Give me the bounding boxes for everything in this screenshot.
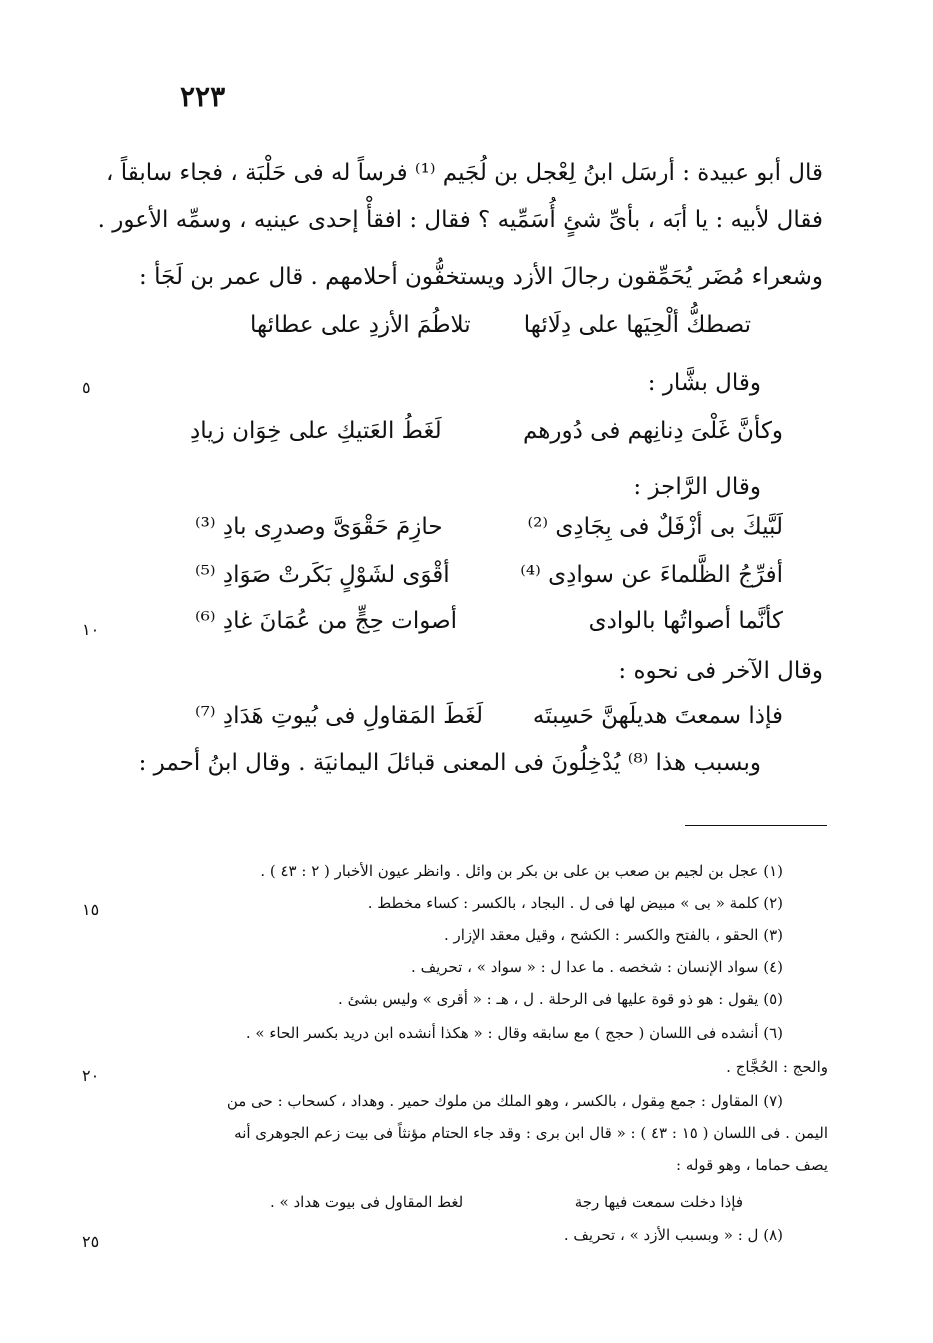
- line-number-10: ١٠: [82, 620, 100, 639]
- verse-6-second-hemistich: لَغَطَ المَقاولِ فى بُيوتِ هَدَادِ ⁽⁷⁾: [195, 703, 484, 729]
- intro-bashar: وقال بشَّار :: [647, 370, 761, 396]
- verse-2-first-hemistich: وكأنَّ غَلْىَ دِنانِهم فى دُورهم: [522, 418, 783, 444]
- intro-rajiz: وقال الرَّاجز :: [633, 474, 761, 500]
- text-line-1: قال أبو عبيدة : أرسَل ابنُ لِعْجل بن لُجَيم ⁽¹⁾ فرساً له فى حَلْبَة ، فجاء سابقاً ،: [106, 160, 823, 186]
- line-number-15: ١٥: [82, 900, 100, 919]
- footnote-separator: [685, 825, 827, 826]
- verse-6-first-hemistich: فإذا سمعتَ هديلَهنَّ حَسِبتَه: [532, 703, 783, 729]
- footnote-verse-second-hemistich: لغط المقاول فى بيوت هداد » .: [270, 1193, 464, 1211]
- footnote-1: (١) عجل بن لجيم بن صعب بن على بن بكر بن وائل . وانظر عيون الأخبار ( ٢ : ٤٣ ) .: [260, 862, 783, 880]
- line-number-5: ٥: [82, 378, 91, 397]
- closing-line: وبسبب هذا ⁽⁸⁾ يُدْخِلُونَ فى المعنى قبائلَ اليمانيَة . وقال ابنُ أحمر :: [138, 750, 761, 776]
- footnote-3: (٣) الحقو ، بالفتح والكسر : الكشح ، وقيل معقد الإزار .: [443, 926, 783, 944]
- intro-other: وقال الآخر فى نحوه :: [618, 658, 823, 684]
- verse-5-first-hemistich: كأنَّما أصواتُها بالوادى: [588, 608, 783, 634]
- text-line-2: فقال لأبيه : يا أبَه ، بأىِّ شئٍ أُسَمِّيه ؟ فقال : افقأْ إحدى عينيه ، وسمِّه الأعور .: [97, 207, 823, 233]
- verse-4-second-hemistich: أقْوَى لشَوْلٍ بَكَرتْ صَوَادِ ⁽⁵⁾: [195, 562, 450, 588]
- line-number-20: ٢٠: [82, 1066, 100, 1085]
- footnote-7: (٧) المقاول : جمع مِقول ، بالكسر ، وهو الملك من ملوك حمير . وهداد ، كسحاب : حى من: [226, 1092, 783, 1110]
- footnote-6: (٦) أنشده فى اللسان ( حجج ) مع سابقه وقال : « هكذا أنشده ابن دريد بكسر الحاء » .: [245, 1024, 783, 1042]
- footnote-5: (٥) يقول : هو ذو قوة عليها فى الرحلة . ل ، هـ : « أقرى » وليس بشئ .: [338, 990, 783, 1008]
- verse-3-first-hemistich: لَبَّيكَ بى أزْفَلٌ فى بِجَادِى ⁽²⁾: [527, 514, 783, 540]
- text-line-3: وشعراء مُضَر يُحَمِّقون رجالَ الأزد ويستخفُّون أحلامهم . قال عمر بن لَجَأ :: [139, 264, 823, 290]
- line-number-25: ٢٥: [82, 1232, 100, 1251]
- footnote-verse-first-hemistich: فإذا دخلت سمعت فيها رجة: [574, 1193, 743, 1211]
- footnote-7-line-2: اليمن . فى اللسان ( ١٥ : ٤٣ ) : « قال ابن برى : وقد جاء الحتام مؤنثاً فى بيت زعم الجوهرى أنه: [234, 1124, 828, 1142]
- verse-4-first-hemistich: أفرِّجُ الظَّلماءَ عن سوادِى ⁽⁴⁾: [520, 562, 783, 588]
- verse-1-first-hemistich: تصطكُّ ألْحِيَها على دِلَائها: [523, 312, 751, 338]
- footnote-6-continuation: والحج : الحُجَّاج .: [726, 1058, 828, 1076]
- footnote-4: (٤) سواد الإنسان : شخصه . ما عدا ل : « سواد » ، تحريف .: [411, 958, 783, 976]
- footnote-2: (٢) كلمة « بى » مبيض لها فى ل . البجاد ، بالكسر : كساء مخطط .: [367, 894, 783, 912]
- page-number: ٢٢٣: [180, 80, 226, 113]
- verse-3-second-hemistich: حازِمَ حَقْوَىَّ وصدرِى بادِ ⁽³⁾: [195, 514, 443, 540]
- footnote-7-line-3: يصف حماما ، وهو قوله :: [676, 1156, 828, 1174]
- verse-2-second-hemistich: لَغَطُ العَتيكِ على خِوَان زيادِ: [190, 418, 442, 444]
- verse-5-second-hemistich: أصوات حِجٍّ من عُمَانَ غادِ ⁽⁶⁾: [195, 608, 458, 634]
- verse-1-second-hemistich: تلاطُمَ الأزدِ على عطائها: [250, 312, 471, 338]
- footnote-8: (٨) ل : « وبسبب الأزد » ، تحريف .: [563, 1226, 783, 1244]
